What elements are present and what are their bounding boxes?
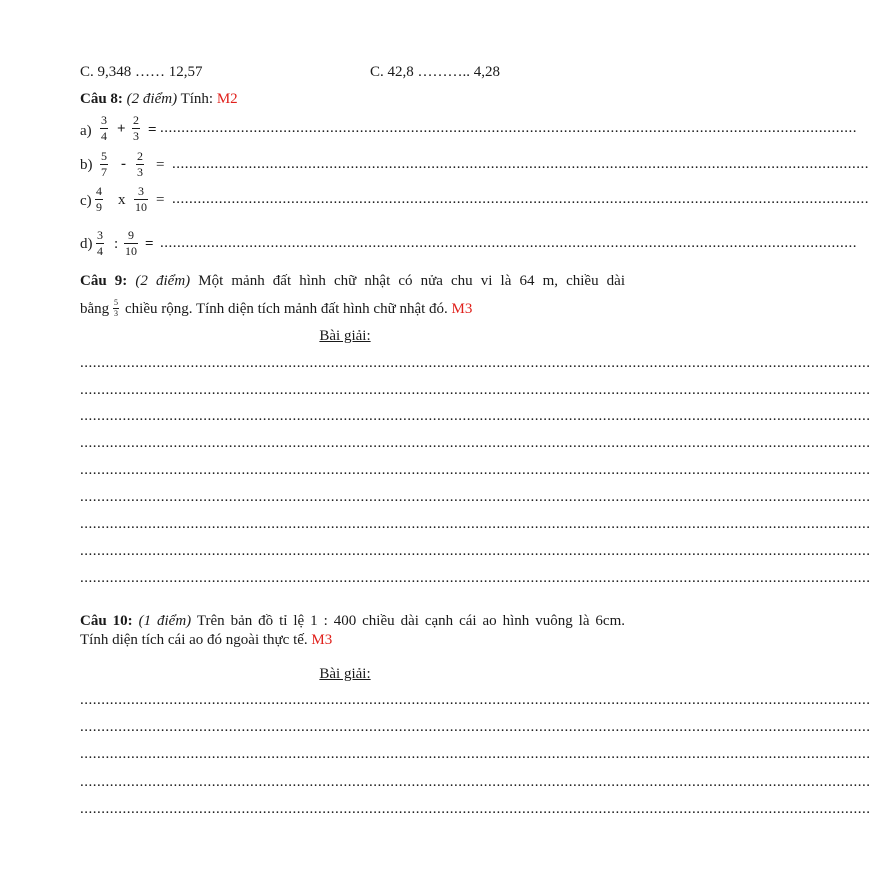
q9-answer-line-6[interactable]: .......................................................................................................................................................................................... bbox=[80, 489, 871, 505]
q9-frac-den: 3 bbox=[114, 309, 118, 318]
q10-text-1: Trên bản đồ tỉ lệ 1 : 400 chiều dài cạnh cái ao hình vuông là 6cm. bbox=[196, 613, 626, 629]
q8b-operator: - bbox=[121, 156, 126, 172]
q10-solution-title bbox=[0, 666, 690, 683]
q10-line-1 bbox=[80, 613, 625, 630]
q8d-f2-num: 9 bbox=[128, 228, 134, 242]
q10-answer-line-2[interactable]: .......................................................................................................................................................................................... bbox=[80, 719, 871, 735]
q9-solution-title-text: Bài giải: bbox=[319, 328, 371, 344]
q8c-answer-line[interactable]: .................................................................................................................................................................... bbox=[172, 191, 869, 207]
q8d-operator: : bbox=[114, 236, 119, 252]
compare-right: C. 42,8 ……….. 4,28 bbox=[370, 64, 501, 80]
q8b-fraction-2 bbox=[136, 150, 144, 179]
q8c-f1-den: 9 bbox=[96, 200, 102, 214]
q8b-f1-den: 7 bbox=[101, 165, 107, 179]
q8c-f1-num: 4 bbox=[96, 184, 102, 198]
q9-text-2: chiều rộng. Tính diện tích mảnh đất hình chữ nhật đó. bbox=[125, 301, 448, 317]
q10-text-2: Tính diện tích cái ao đó ngoài thực tế. bbox=[80, 632, 308, 648]
q9-fraction bbox=[113, 299, 119, 318]
q9-answer-line-5[interactable]: .......................................................................................................................................................................................... bbox=[80, 462, 871, 478]
q8b-f2-num: 2 bbox=[137, 149, 143, 163]
q8c-f2-den: 10 bbox=[135, 200, 147, 214]
q8d-equals: = bbox=[145, 236, 154, 252]
q8b-answer-line[interactable]: .................................................................................................................................................................... bbox=[172, 156, 869, 172]
q8a-fraction-1 bbox=[100, 114, 108, 143]
q8-level: M2 bbox=[216, 91, 238, 107]
q8d-f2-den: 10 bbox=[125, 244, 137, 258]
q9-answer-line-1[interactable]: .......................................................................................................................................................................................... bbox=[80, 355, 871, 371]
q8c-letter: c) bbox=[80, 193, 92, 209]
q8-text: Tính: bbox=[180, 91, 214, 107]
q8c-f2-num: 3 bbox=[138, 184, 144, 198]
q8a-fraction-2 bbox=[132, 114, 140, 143]
q8d-fraction-2 bbox=[124, 229, 138, 258]
q9-answer-line-3[interactable]: .......................................................................................................................................................................................... bbox=[80, 408, 871, 424]
q9-answer-line-7[interactable]: .......................................................................................................................................................................................... bbox=[80, 516, 871, 532]
q8a-equals: = bbox=[148, 122, 157, 138]
q8d-answer-line[interactable]: .................................................................................................................................................................... bbox=[160, 235, 857, 251]
q8b-equals: = bbox=[156, 157, 165, 173]
q9-points: (2 điểm) bbox=[135, 273, 191, 289]
q9-level: M3 bbox=[451, 301, 473, 317]
q9-text-1: Một mảnh đất hình chữ nhật có nửa chu vi là 64 m, chiều dài bbox=[198, 273, 626, 289]
q9-answer-line-4[interactable]: .......................................................................................................................................................................................... bbox=[80, 435, 871, 451]
q8b-f1-num: 5 bbox=[101, 149, 107, 163]
q9-answer-line-8[interactable]: .......................................................................................................................................................................................... bbox=[80, 543, 871, 559]
q8c-equals: = bbox=[156, 192, 165, 208]
q8-heading bbox=[80, 91, 238, 108]
q9-line-2-pre: bằng bbox=[80, 301, 110, 317]
q9-solution-title bbox=[0, 328, 690, 345]
q9-frac-num: 5 bbox=[114, 298, 118, 307]
q9-label: Câu 9: bbox=[80, 273, 128, 289]
q9-line-1 bbox=[80, 273, 625, 290]
q8a-f2-num: 2 bbox=[133, 113, 139, 127]
q10-points: (1 điểm) bbox=[138, 613, 192, 629]
q10-answer-line-4[interactable]: .......................................................................................................................................................................................... bbox=[80, 774, 871, 790]
q10-label: Câu 10: bbox=[80, 613, 133, 629]
q8c-fraction-1 bbox=[95, 185, 103, 214]
q8-label: Câu 8: bbox=[80, 91, 123, 107]
q10-solution-title-text: Bài giải: bbox=[319, 666, 371, 682]
q9-answer-line-9[interactable]: .......................................................................................................................................................................................... bbox=[80, 570, 871, 586]
q8a-letter: a) bbox=[80, 123, 92, 139]
q8d-letter: d) bbox=[80, 236, 93, 252]
q8b-fraction-1 bbox=[100, 150, 108, 179]
q8a-answer-line[interactable]: .................................................................................................................................................................... bbox=[160, 120, 857, 136]
q10-answer-line-3[interactable]: .......................................................................................................................................................................................... bbox=[80, 746, 871, 762]
q8d-f1-den: 4 bbox=[97, 244, 103, 258]
q8d-f1-num: 3 bbox=[97, 228, 103, 242]
q10-level: M3 bbox=[311, 632, 333, 648]
q8a-f1-num: 3 bbox=[101, 113, 107, 127]
q8b-f2-den: 3 bbox=[137, 165, 143, 179]
q8c-fraction-2 bbox=[134, 185, 148, 214]
q8-points: (2 điểm) bbox=[126, 91, 178, 107]
q10-answer-line-1[interactable]: .......................................................................................................................................................................................... bbox=[80, 692, 871, 708]
q10-line-2 bbox=[80, 632, 332, 649]
q9-line-2 bbox=[125, 301, 472, 318]
q8c-operator: x bbox=[118, 192, 126, 208]
q8a-operator: + bbox=[117, 121, 126, 137]
q9-answer-line-2[interactable]: .......................................................................................................................................................................................... bbox=[80, 382, 871, 398]
q8a-f1-den: 4 bbox=[101, 129, 107, 143]
q8b-letter: b) bbox=[80, 157, 93, 173]
q8d-fraction-1 bbox=[96, 229, 104, 258]
q10-answer-line-5[interactable]: .......................................................................................................................................................................................... bbox=[80, 801, 871, 817]
compare-left: C. 9,348 …… 12,57 bbox=[80, 64, 203, 80]
q8a-f2-den: 3 bbox=[133, 129, 139, 143]
